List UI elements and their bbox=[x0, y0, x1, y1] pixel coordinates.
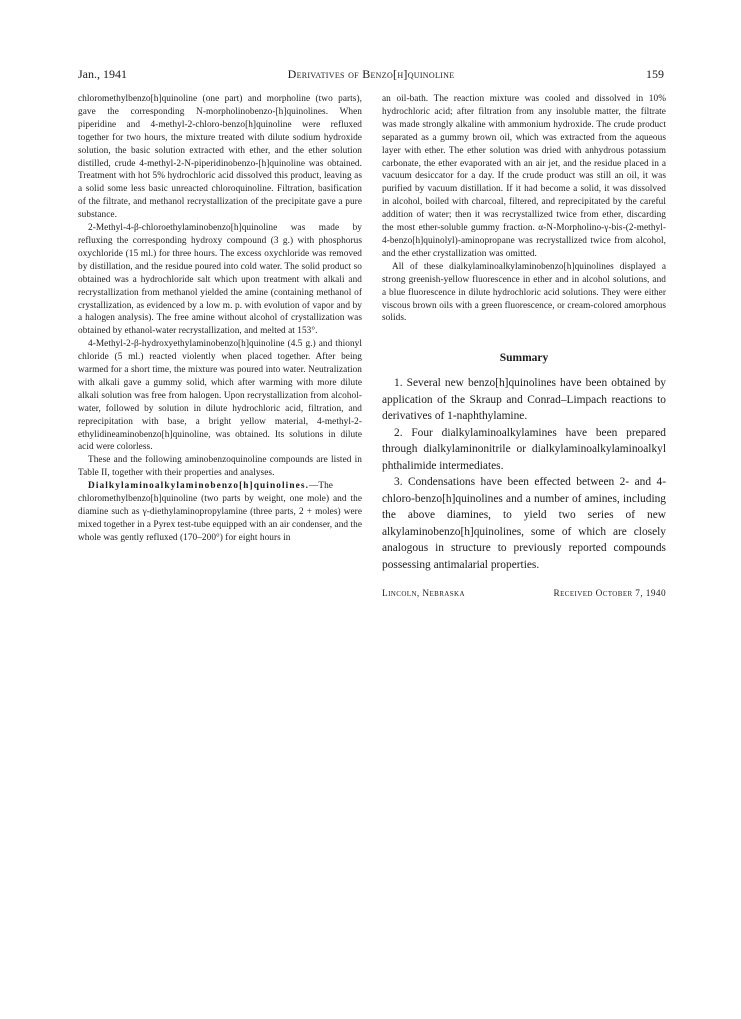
paragraph: These and the following aminobenzoquinoline compounds are listed in Table II, together with their properties and analyses. bbox=[78, 455, 362, 479]
run-in-heading: Dialkylaminoalkylaminobenzo[h]quinolines. bbox=[88, 481, 310, 492]
summary-item: 2. Four dialkylaminoalkylamines have been prepared through dialkylaminonitrile or dialkylaminoalkylaminoalkyl phthalimide intermediates. bbox=[382, 426, 666, 472]
summary-item: 3. Condensations have been effected between 2- and 4-chloro-benzo[h]quinolines and a number of amines, including the above diamines, to yield two series of new alkylaminobenzo[h]quinolines, some of which are closely analogous in structure to previously reported compounds possessing antimalarial properties. bbox=[382, 476, 666, 571]
left-column bbox=[78, 93, 362, 545]
running-head bbox=[78, 66, 664, 82]
paragraph: an oil-bath. The reaction mixture was cooled and dissolved in 10% hydrochloric acid; after filtration from any insoluble matter, the filtrate was made strongly alkaline with ammonium hydroxide. The crude product separated as a gummy brown oil, which was extracted from the aqueous layer with ether. The ether solution was dried with anhydrous potassium carbonate, the ether evaporated with an air jet, and the residue placed in a vacuum desiccator for a day. If the crude product was still an oil, it was purified by vacuum distillation. If it had become a solid, it was dissolved in alcohol, boiled with charcoal, filtered, and reprecipitated by the careful addition of water; then it was recrystallized twice from ether, discarding the most ether-soluble gummy fraction. α-N-Morpholino-γ-bis-(2-methyl-4-benzo[h]quinolyl)-aminopropane was recrystallized twice from alcohol, and the ether crystallization was omitted. bbox=[382, 94, 666, 259]
paragraph-body: —The chloromethylbenzo[h]quinoline (two parts by weight, one mole) and the diamine such as γ-diethylaminopropylamine (three parts, 2 + moles) were mixed together in a Pyrex test-tube equipped with an air condenser, and the whole was gently refluxed (170–200°) for eight hours in bbox=[78, 481, 363, 543]
paragraph bbox=[78, 480, 362, 545]
paragraph: chloromethylbenzo[h]quinoline (one part) and morpholine (two parts), gave the corresponding N-morpholinobenzo-[h]quinolines. When piperidine and 4-methyl-2-chloro-benzo[h]quinoline were refluxed together for two hours, the mixture treated with dilute sodium hydroxide solution, the basic solution extracted with ether, and the ether solution distilled, crude 4-methyl-2-N-piperidinobenzo-[h]quinoline was obtained. Treatment with hot 5% hydrochloric acid dissolved this product, leaving as a solid some less basic unreacted chloroquinoline. Filtration, basification of the filtrate, and methanol recrystallization of the precipitate gave a pure substance. bbox=[78, 94, 362, 221]
page-number: 159 bbox=[646, 67, 664, 81]
author-location: Lincoln, Nebraska bbox=[382, 589, 465, 600]
summary-item: 1. Several new benzo[h]quinolines have been obtained by application of the Skraup and Conrad–Limpach reactions to derivatives of 1-naphthylamine. bbox=[382, 377, 666, 423]
issue-date: Jan., 1941 bbox=[78, 67, 127, 81]
received-date: Received October 7, 1940 bbox=[553, 589, 666, 600]
summary-heading: Summary bbox=[499, 352, 549, 365]
article-footer bbox=[382, 587, 666, 601]
paragraph: 2-Methyl-4-β-chloroethylaminobenzo[h]quinoline was made by refluxing the corresponding hydroxy compound (3 g.) with phosphorus oxychloride (15 ml.) for three hours. The excess oxychloride was removed by distillation, and the residue poured into cold water. The solid product so obtained was a hydrochloride salt which upon treatment with alkali and recrystallization from methanol yielded the amine (containing methanol of crystallization, as evidenced by a low m. p. with evolution of vapor and by a halogen analysis). The free amine without alcohol of crystallization was obtained by ethanol-water recrystallization, and melted at 153°. bbox=[78, 223, 362, 337]
running-title: Derivatives of Benzo[h]quinoline bbox=[287, 67, 455, 81]
paragraph: 4-Methyl-2-β-hydroxyethylaminobenzo[h]quinoline (4.5 g.) and thionyl chloride (5 ml.) reacted violently when placed together. After being warmed for a short time, the mixture was poured into water. Neutralization with alkali gave a gummy solid, which after warming with more dilute alkali solution was free from halogen. Upon recrystallization from alcohol-water, followed by solution in dilute hydrochloric acid, filtration, and reprecipitation with base, a bright yellow material, 4-methyl-2-ethylidineaminobenzo[h]quinoline, was obtained. Its solutions in dilute acid were colorless. bbox=[78, 339, 362, 453]
paragraph: All of these dialkylaminoalkylaminobenzo[h]quinolines displayed a strong greenish-yellow fluorescence in ether and in alcohol solutions, and a blue fluorescence in dilute hydrochloric acid solutions. They were either viscous brown oils with a green fluorescence, or cream-colored amorphous solids. bbox=[382, 261, 666, 324]
right-column bbox=[382, 93, 666, 601]
